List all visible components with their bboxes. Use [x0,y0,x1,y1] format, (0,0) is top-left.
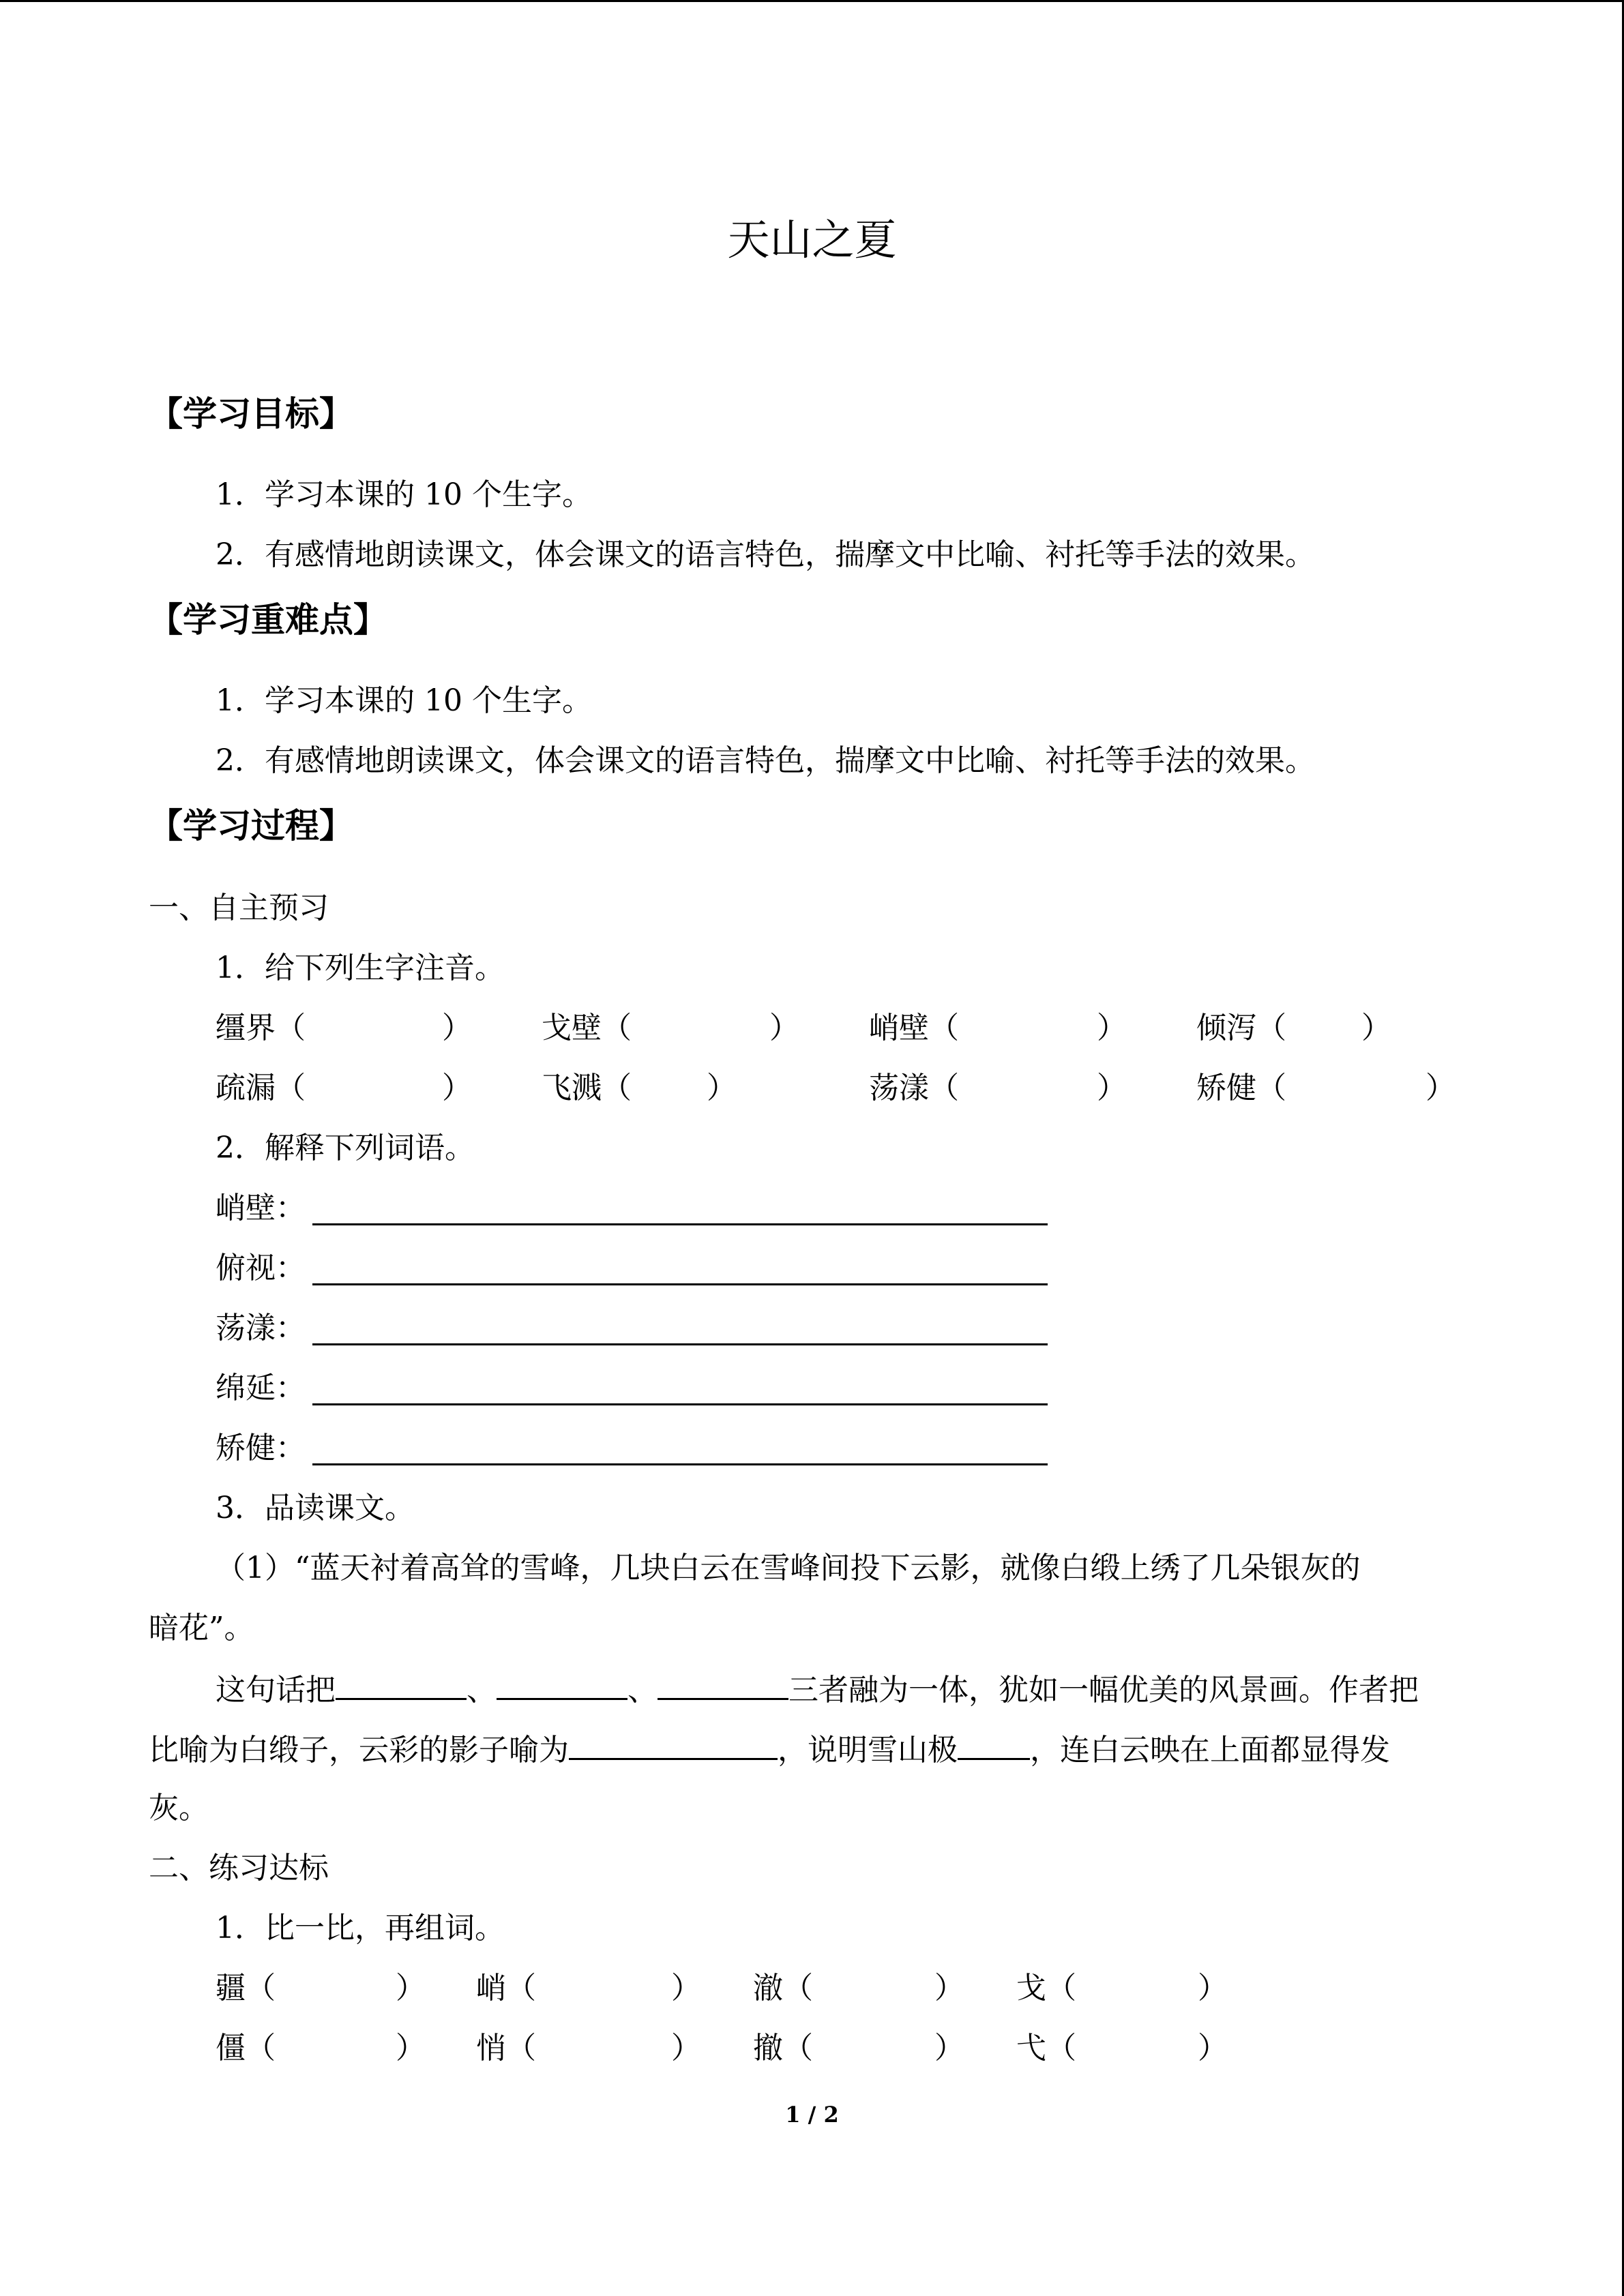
compare-close-2: ） [671,1971,701,2006]
define-word-5: 矫健： [216,1431,306,1465]
fill-text-d: ，说明雪山极 [778,1733,958,1768]
blank-3[interactable] [658,1668,788,1700]
pinyin-word-8: 矫健（ [1196,1071,1286,1105]
compare-close-1: ） [396,1971,426,2006]
compare-close-8: ） [1198,2031,1228,2066]
blank-4[interactable] [569,1728,778,1760]
compare-close-4: ） [1198,1971,1228,2006]
goal-item-2: 2．有感情地朗读课文，体会课文的语言特色，揣摩文中比喻、衬托等手法的效果。 [216,537,1315,572]
compare-close-6: ） [671,2031,701,2066]
fill-line-3: 灰。 [149,1791,209,1825]
pinyin-word-7: 荡漾（ [869,1071,959,1105]
answer-line-5[interactable] [312,1463,1048,1465]
define-word-4: 绵延： [216,1371,306,1405]
pinyin-close-2: ） [769,1011,799,1045]
compare-word-8: 弋（ [1016,2031,1076,2066]
goals-heading: 【学习目标】 [149,394,353,434]
compare-word-3: 澈（ [753,1971,813,2006]
part2-label: 二、练习达标 [149,1851,329,1885]
pinyin-close-4: ） [1361,1011,1391,1045]
page-title: 天山之夏 [727,215,897,265]
blank-2[interactable] [497,1668,628,1700]
blank-5[interactable] [958,1728,1030,1760]
quote-line-2: 暗花”。 [149,1611,254,1645]
fill-line-1 [216,1668,1419,1711]
answer-line-3[interactable] [312,1343,1048,1345]
pinyin-close-6: ） [707,1071,737,1105]
blank-1[interactable] [336,1668,467,1700]
compare-close-5: ） [396,2031,426,2066]
compare-word-6: 悄（ [476,2031,536,2066]
compare-word-4: 戈（ [1016,1971,1076,2006]
pinyin-close-3: ） [1097,1011,1127,1045]
define-word-2: 俯视： [216,1251,306,1285]
pinyin-close-5: ） [442,1071,472,1105]
answer-line-4[interactable] [312,1403,1048,1405]
part1-label: 一、自主预习 [149,891,329,925]
answer-line-2[interactable] [312,1283,1048,1285]
fill-line-2 [149,1728,1390,1771]
pinyin-close-8: ） [1426,1071,1456,1105]
fill-text-e: ，连白云映在上面都显得发 [1030,1733,1390,1768]
compare-close-3: ） [934,1971,964,2006]
pinyin-word-1: 缰界（ [216,1011,306,1045]
page-number: 1 / 2 [785,2102,839,2128]
part1-q3-label: 3．品读课文。 [216,1491,415,1525]
compare-word-5: 僵（ [216,2031,276,2066]
page-border-top [0,0,1624,2]
fill-text-a: 这句话把 [216,1673,336,1708]
part2-q1-label: 1．比一比，再组词。 [216,1911,505,1945]
compare-close-7: ） [934,2031,964,2066]
define-word-3: 荡漾： [216,1311,306,1345]
compare-word-7: 撤（ [753,2031,813,2066]
pinyin-close-1: ） [442,1011,472,1045]
fill-text-b: 三者融为一体，犹如一幅优美的风景画。作者把 [788,1673,1419,1708]
compare-word-1: 疆（ [216,1971,276,2006]
quote-line-1: （1）“蓝天衬着高耸的雪峰，几块白云在雪峰间投下云影，就像白缎上绣了几朵银灰的 [216,1551,1361,1585]
answer-line-1[interactable] [312,1223,1048,1225]
keypoint-item-2: 2．有感情地朗读课文，体会课文的语言特色，揣摩文中比喻、衬托等手法的效果。 [216,743,1315,778]
process-heading: 【学习过程】 [149,806,353,846]
pinyin-word-5: 疏漏（ [216,1071,306,1105]
fill-text-c: 比喻为白缎子，云彩的影子喻为 [149,1733,569,1768]
define-word-1: 峭壁： [216,1191,306,1225]
pinyin-word-4: 倾泻（ [1196,1011,1286,1045]
fill-sep-2: 、 [628,1673,658,1708]
keypoints-heading: 【学习重难点】 [149,600,387,640]
pinyin-word-2: 戈壁（ [542,1011,632,1045]
pinyin-word-6: 飞溅（ [542,1071,632,1105]
pinyin-word-3: 峭壁（ [869,1011,959,1045]
keypoint-item-1: 1．学习本课的 10 个生字。 [216,683,592,718]
part1-q2-label: 2．解释下列词语。 [216,1131,475,1165]
goal-item-1: 1．学习本课的 10 个生字。 [216,477,592,512]
fill-sep-1: 、 [467,1673,497,1708]
compare-word-2: 峭（ [476,1971,536,2006]
pinyin-close-7: ） [1097,1071,1127,1105]
part1-q1-label: 1．给下列生字注音。 [216,951,505,985]
